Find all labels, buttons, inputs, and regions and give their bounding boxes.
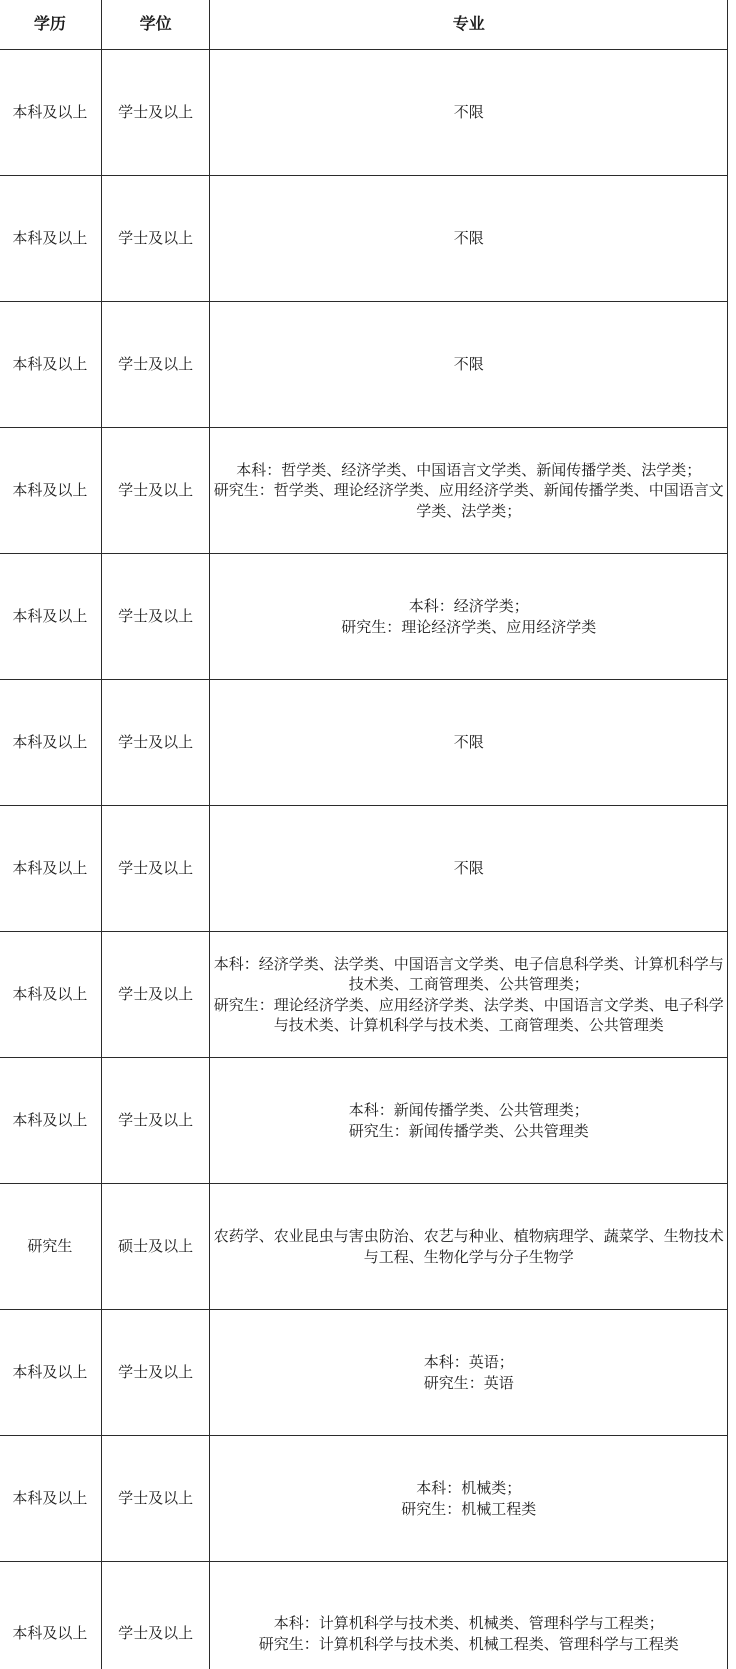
header-major: 专业 [210,0,728,50]
cell-degree: 学士及以上 [101,1436,210,1562]
table-row [0,554,728,680]
cell-major [210,554,728,680]
table-body [0,50,728,1669]
major-line: 不限 [453,733,484,752]
table-row [0,1058,728,1184]
cell-education: 本科及以上 [0,302,101,428]
major-line: 农药学、农业昆虫与害虫防治、农艺与种业、植物病理学、蔬菜学、生物技术与工程、生物化学与分子生物学 [213,1227,724,1266]
cell-education: 本科及以上 [0,50,101,176]
cell-major [210,932,728,1058]
major-line: 研究生：英语 [423,1373,514,1392]
major-line: 本科：哲学类、经济学类、中国语言文学类、新闻传播学类、法学类； [236,460,702,479]
table-row [0,50,728,176]
cell-major [210,1184,728,1310]
table-row [0,680,728,806]
cell-degree: 学士及以上 [101,428,210,554]
cell-major [210,176,728,302]
table-row [0,932,728,1058]
cell-major [210,806,728,932]
table-row [0,1310,728,1436]
cell-major [210,680,728,806]
cell-education: 本科及以上 [0,1058,101,1184]
cell-degree: 学士及以上 [101,1562,210,1669]
major-line: 不限 [453,103,484,122]
cell-education: 本科及以上 [0,1436,101,1562]
table-row [0,176,728,302]
cell-major [210,1058,728,1184]
major-line: 本科：英语； [423,1353,514,1371]
major-line: 研究生：哲学类、理论经济学类、应用经济学类、新闻传播学类、中国语言文学类、法学类； [213,481,724,520]
table-row [0,428,728,554]
major-line: 本科：计算机科学与技术类、机械类、管理科学与工程类； [273,1614,664,1632]
major-line: 本科：经济学类； [408,597,529,615]
header-education: 学历 [0,0,101,50]
cell-education: 本科及以上 [0,428,101,554]
major-line: 研究生：理论经济学类、应用经济学类、法学类、中国语言文学类、电子科学与技术类、计算机科学与技术类、工商管理类、公共管理类 [213,995,724,1034]
table-row [0,1436,728,1562]
table-row [0,1184,728,1310]
cell-degree: 学士及以上 [101,680,210,806]
major-line: 本科：机械类； [416,1479,522,1497]
cell-education: 本科及以上 [0,1562,101,1669]
cell-degree: 学士及以上 [101,1310,210,1436]
major-line: 研究生：计算机科学与技术类、机械工程类、管理科学与工程类 [258,1634,679,1653]
major-line: 不限 [453,859,484,878]
major-line: 不限 [453,229,484,248]
cell-education: 本科及以上 [0,176,101,302]
cell-degree: 学士及以上 [101,176,210,302]
cell-major [210,50,728,176]
cell-major [210,1310,728,1436]
cell-education: 本科及以上 [0,806,101,932]
cell-education: 本科及以上 [0,1310,101,1436]
table-header-row [0,0,728,50]
cell-degree: 学士及以上 [101,554,210,680]
cell-major [210,428,728,554]
cell-major [210,302,728,428]
major-line: 本科：经济学类、法学类、中国语言文学类、电子信息科学类、计算机科学与技术类、工商管理类、公共管理类； [213,954,724,993]
cell-degree: 硕士及以上 [101,1184,210,1310]
cell-major [210,1562,728,1669]
cell-education: 本科及以上 [0,554,101,680]
table-row [0,806,728,932]
cell-degree: 学士及以上 [101,1058,210,1184]
header-degree: 学位 [101,0,210,50]
cell-degree: 学士及以上 [101,806,210,932]
table-row [0,302,728,428]
cell-education: 研究生 [0,1184,101,1310]
cell-degree: 学士及以上 [101,302,210,428]
major-line: 研究生：理论经济学类、应用经济学类 [341,617,597,636]
cell-major [210,1436,728,1562]
cell-education: 本科及以上 [0,680,101,806]
cell-education: 本科及以上 [0,932,101,1058]
table-row [0,1562,728,1669]
major-line: 本科：新闻传播学类、公共管理类； [348,1101,589,1119]
major-line: 研究生：机械工程类 [401,1499,537,1518]
cell-degree: 学士及以上 [101,50,210,176]
major-line: 不限 [453,355,484,374]
major-line: 研究生：新闻传播学类、公共管理类 [348,1121,589,1140]
cell-degree: 学士及以上 [101,932,210,1058]
